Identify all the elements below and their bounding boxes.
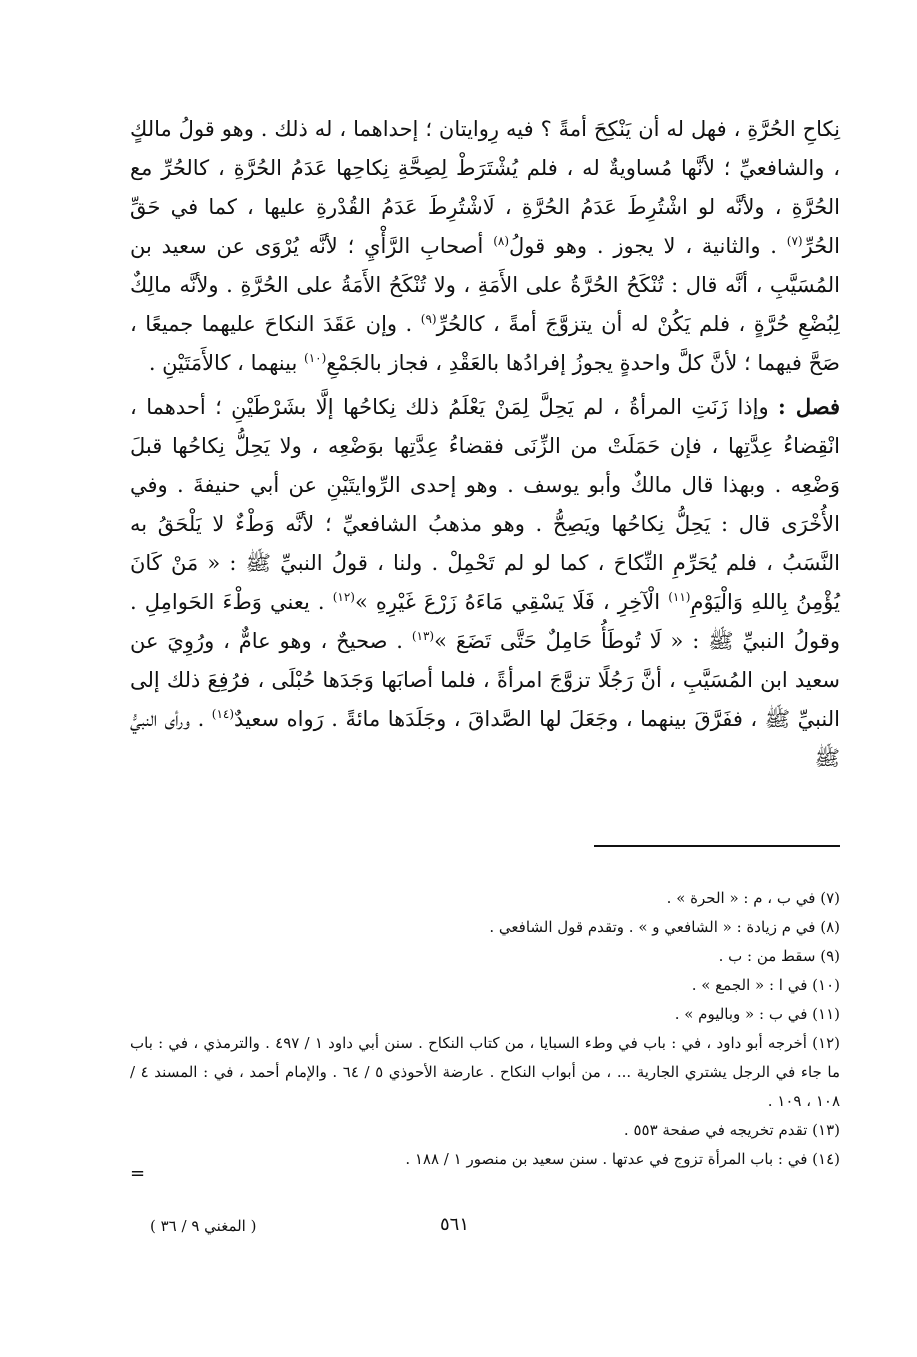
footnotes — [130, 884, 840, 1174]
footnote-9: (٩) سقط من : ب . — [718, 947, 840, 965]
paragraph-1-text: بينهما ، كالأَمَتَيْنِ . — [148, 351, 298, 375]
continuation-mark: = — [130, 1163, 146, 1184]
paragraph-1-text: أصحابِ الرَّأْيِ ؛ لأنَّه يُرْوَى عن سعيد بن المُسَيَّبِ ، أنَّه قال : تُنْكَحُ الحُرَّةُ على الأَمَةِ ، ولا تُنْكَحُ الأَمَةُ على الحُرَّةِ . ولأنَّه مالِكٌ لِبُضْعِ حُرَّةٍ ، فلم يَكُنْ له أن يتزوَّجَ أمةً ، كالحُرِّ — [130, 234, 840, 336]
paragraph-2-text: . يعني وَطْءَ الحَوامِلِ . وقولُ النبيِّ ﷺ : « لَا تُوطَأُ حَامِلٌ حَتَّى تَضَعَ » — [130, 590, 840, 653]
footnote-ref-11: (١١) — [668, 590, 691, 604]
paragraph-2-text: وإذا زَنَتِ المرأةُ ، لم يَحِلَّ لِمَنْ يَعْلَمُ ذلك نِكاحُها إلَّا بشَرْطَيْنِ ؛ أحدهما ، انْقِضاءُ عِدَّتِها ، فإن حَمَلَتْ من الزِّنَى فقضاءُ عِدَّتِها بوَضْعِه ، ولا يَحِلُّ نِكاحُها قبلَ وَضْعِه . وبهذا قال مالكٌ وأبو يوسف . وهو إحدى الرِّوايتَيْنِ عن أبي حنيفةَ . وفي الأُخْرَى قال : يَحِلُّ نِكاحُها ويَصِحُّ . وهو مذهبُ الشافعيِّ ؛ لأنَّه وَطْءٌ لا يَلْحَقُ به النَّسَبُ ، فلم يُحَرِّمِ النِّكاحَ ، كما لو لم تَحْمِلْ . ولنا ، قولُ النبيِّ ﷺ : « مَنْ كَانَ يُؤْمِنُ بِاللهِ وَالْيَوْمِ — [130, 395, 840, 614]
paragraph-1-text: . وإن عَقَدَ النكاحَ عليهما جميعًا ، صَحَّ فيهما ؛ لأنَّ كلَّ واحدةٍ يجوزُ إفرادُها بالعَقْدِ ، فجاز بالجَمْعِ — [130, 312, 840, 375]
footnote-separator — [594, 845, 840, 847]
page-number: ٥٦١ — [440, 1214, 470, 1235]
paragraph-1-text: . والثانية ، لا يجوز . وهو قولُ — [509, 234, 777, 258]
paragraph-2 — [130, 387, 840, 778]
paragraph-2-text: . صحيحٌ ، وهو عامٌّ ، ورُوِيَ عن سعيد ابن المُسَيَّبِ ، أنَّ رَجُلًا تزوَّجَ امرأةً ، فلما أصابَها وَجَدَها حُبْلَى ، فرُفِعَ ذلك إلى النبيِّ ﷺ ، ففَرَّقَ بينهما ، وجَعَلَ لها الصَّداقَ ، وجَلَدَها مائةً . رَواه سعيدٌ — [130, 629, 840, 731]
footnote-10: (١٠) في ا : « الجمع » . — [691, 976, 840, 994]
footnote-14: (١٤) في : باب المرأة تزوج في عدتها . سنن سعيد بن منصور ١ / ١٨٨ . — [405, 1150, 840, 1168]
footnote-ref-14: (١٤) — [211, 707, 235, 721]
footnote-7: (٧) في ب ، م : « الحرة » . — [666, 889, 840, 907]
main-text — [130, 110, 840, 778]
footnote-12: (١٢) أخرجه أبو داود ، في : باب في وطء السبايا ، من كتاب النكاح . سنن أبي داود ١ / ٤٩٧ . والترمذي ، في : باب ما جاء في الرجل يشتري الجارية ... ، من أبواب النكاح . عارضة الأحوذي ٥ / ٦٤ . والإمام أحمد ، في : المسند ٤ / ١٠٨ ، ١٠٩ . — [130, 1034, 841, 1110]
paragraph-2-text: . ورأى النبيُّ ﷺ — [130, 707, 840, 770]
section-label: فصل : — [778, 394, 840, 419]
footnote-ref-7: (٧) — [786, 234, 803, 248]
footnote-8: (٨) في م زيادة : « الشافعي و » . وتقدم قول الشافعي . — [489, 918, 840, 936]
footnote-13: (١٣) تقدم تخريجه في صفحة ٥٥٣ . — [623, 1121, 840, 1139]
footnote-ref-13: (١٣) — [411, 629, 435, 643]
footnote-ref-8: (٨) — [493, 234, 510, 248]
paragraph-2-text: الْآخِرِ ، فَلَا يَسْقِي مَاءَهُ زَرْعَ غَيْرِهِ » — [354, 590, 661, 614]
paragraph-1-text: نِكاحِ الحُرَّةِ ، فهل له أن يَنْكِحَ أمةً ؟ فيه رِوايتان ؛ إحداهما ، له ذلك . وهو قولُ مالكٍ ، والشافعيِّ ؛ لأنَّها مُساويةٌ له ، فلم يُشْتَرَطْ لِصِحَّةِ نِكاحِها عَدَمُ الحُرَّةِ ، كالحُرِّ مع الحُرَّةِ ، ولأنَّه لو اشْتُرِطَ عَدَمُ الحُرَّةِ ، لَاشْتُرِطَ عَدَمُ القُدْرةِ عليها ، كما في حَقِّ الحُرِّ — [130, 117, 840, 258]
footnote-ref-9: (٩) — [420, 312, 437, 326]
paragraph-1 — [130, 110, 840, 383]
footnote-ref-12: (١٢) — [332, 590, 355, 604]
volume-signature: ( المغني ٩ / ٣٦ ) — [150, 1217, 257, 1235]
footnote-ref-10: (١٠) — [304, 351, 327, 365]
footnote-11: (١١) في ب : « وباليوم » . — [674, 1005, 840, 1023]
